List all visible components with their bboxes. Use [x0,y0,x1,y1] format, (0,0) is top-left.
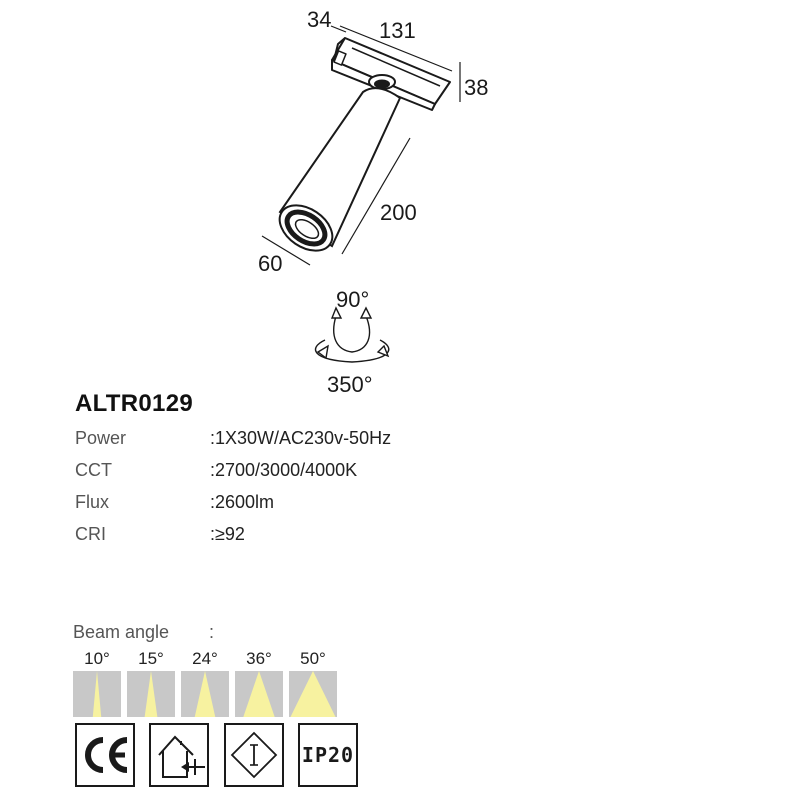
spec-row-cri [75,524,575,550]
spec-label: CRI [75,524,106,544]
ip-rating-text: IP20 [301,743,355,767]
beam-angle-colon: : [209,622,215,642]
model-number: ALTR0129 [75,390,193,417]
spec-label: Power [75,428,127,448]
dimension-diameter: 60 [258,251,283,276]
dimension-length: 131 [379,18,416,43]
rotation-angle: 350° [327,372,373,397]
beam-angle-50: 50° [300,649,326,668]
spec-value: :2600lm [210,492,275,512]
beam-angle-10: 10° [84,649,110,668]
rotation-arrows-icon [316,308,389,362]
beam-icon-50 [289,671,337,717]
spec-row-power [75,428,575,454]
dimension-height: 38 [464,75,489,100]
spec-value: :2700/3000/4000K [210,460,358,480]
spec-row-flux [75,492,575,518]
cylinder-body-drawing [271,88,400,260]
beam-icon-15 [127,671,175,717]
spec-label: CCT [75,460,112,480]
beam-angle-24: 24° [192,649,218,668]
spec-row-cct [75,460,575,486]
rotation-joint-drawing [369,75,395,89]
ce-mark-icon [75,723,135,787]
dimension-depth: 34 [307,7,332,32]
tilt-angle: 90° [336,287,370,312]
insulation-class-diamond-icon [224,723,284,787]
beam-angle-36: 36° [246,649,272,668]
beam-icon-36 [235,671,283,717]
beam-angle-15: 15° [138,649,164,668]
indoor-use-house-icon [149,723,209,787]
beam-angle-label: Beam angle [73,622,170,642]
spec-value: :1X30W/AC230v-50Hz [210,428,392,448]
beam-icon-24 [181,671,229,717]
spec-value: :≥92 [210,524,245,544]
dimension-body-length: 200 [380,200,417,225]
beam-icon-10 [73,671,121,717]
spec-label: Flux [75,492,110,512]
ip-rating-badge [298,723,358,787]
